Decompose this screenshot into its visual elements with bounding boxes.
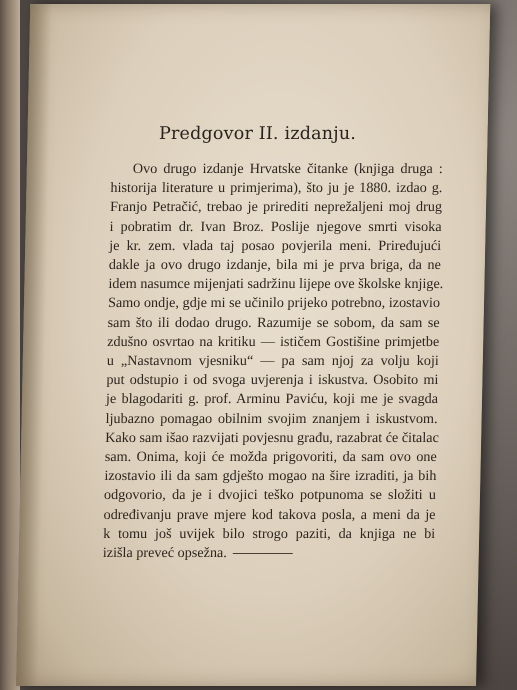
text-line: dakle ja ovo drugo izdanje, bila mi je prva briga, da ne bbox=[108, 257, 441, 274]
text-line: sam. Onima, koji će možda prigovoriti, da sam ovo one bbox=[104, 449, 437, 466]
text-line: Franjo Petračić, trebao je prirediti neprežaljeni moj drug bbox=[109, 199, 443, 216]
text-line: put odstupio i od svoga uvjerenja i iskustva. Osobito mi bbox=[106, 372, 439, 389]
section-divider-rule bbox=[233, 553, 293, 554]
preface-paragraph bbox=[103, 160, 443, 563]
text-line: izišla preveć opsežna. bbox=[102, 545, 228, 562]
text-line: k tomu još uvijek bilo strogo paziti, da knjiga ne bi bbox=[103, 525, 436, 542]
text-line: Kako sam išao razvijati povjesnu građu, razabrat će čitalac bbox=[105, 429, 440, 446]
text-line: sam što ili dodao drugo. Razumije se sobom, da sam se bbox=[107, 314, 440, 331]
text-line: zdušno osvrtao na kritiku — ističem Gostišine primjetbe bbox=[107, 333, 440, 350]
book-page bbox=[16, 4, 490, 686]
text-line: odgovorio, da je i dvojici teško potpunoma se složiti u bbox=[103, 487, 437, 504]
text-line: historija literature u primjerima), što ju je 1880. izdao g. bbox=[110, 180, 443, 197]
text-line: u „Nastavnom vjesniku“ — pa sam njoj za volju koji bbox=[106, 353, 439, 370]
text-line: idem nasumce mijenjati sadržinu lijepe ove školske knjige. bbox=[108, 276, 444, 293]
text-line: Samo ondje, gdje mi se učinilo prijeko potrebno, izostavio bbox=[107, 295, 441, 312]
text-line: određivanju prave mjere kod takova posla, a meni da je bbox=[103, 506, 436, 523]
text-line: izostavio ili da sam gdješto mogao na šire izraditi, ja bih bbox=[104, 468, 437, 485]
page-heading: Predgovor II. izdanju. bbox=[158, 124, 357, 144]
text-line: je blagodariti g. prof. Arminu Paviću, koji me je svagda bbox=[105, 391, 439, 408]
text-line: ljubazno pomagao obilnim svojim znanjem i iskustvom. bbox=[105, 410, 438, 427]
book-spine-edge bbox=[0, 0, 20, 690]
text-line: Ovo drugo izdanje Hrvatske čitanke (knjiga druga : bbox=[132, 161, 443, 177]
text-line: i pobratim dr. Ivan Broz. Poslije njegove smrti visoka bbox=[109, 218, 442, 235]
text-line: je kr. zem. vlada taj posao povjerila meni. Priređujući bbox=[109, 237, 442, 254]
